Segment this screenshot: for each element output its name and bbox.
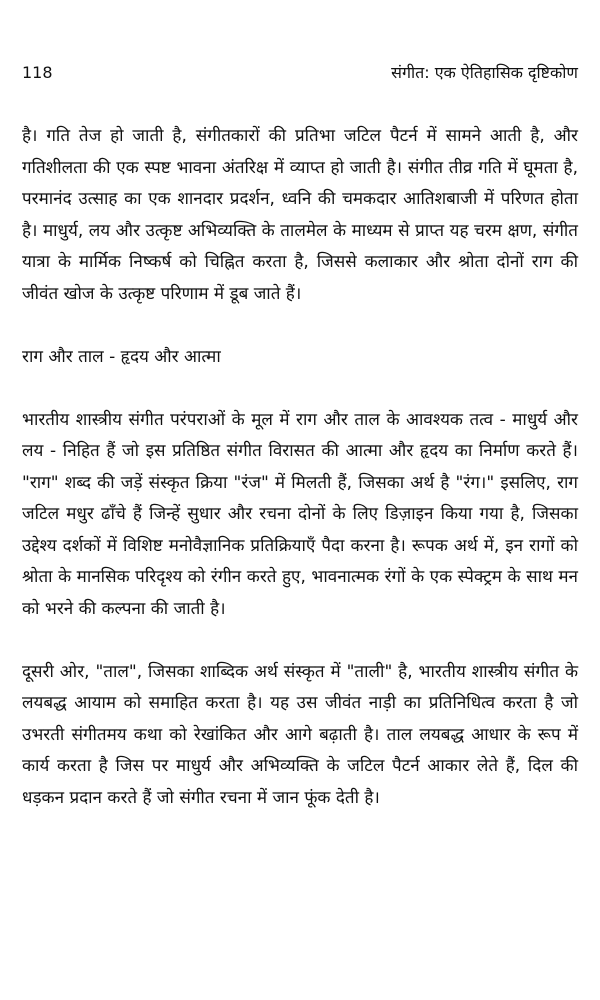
- paragraph-raga: भारतीय शास्त्रीय संगीत परंपराओं के मूल में राग और ताल के आवश्यक तत्व - माधुर्य और लय - निहित हैं जो इस प्रतिष्ठित संगीत विरासत की आत्मा और हृदय का निर्माण करते हैं। "राग" शब्द की जड़ें संस्कृत क्रिया "रंज" में मिलती हैं, जिसका अर्थ है "रंग।" इसलिए, राग जटिल मधुर ढाँचे हैं जिन्हें सुधार और रचना दोनों के लिए डिज़ाइन किया गया है, जिसका उद्देश्य दर्शकों में विशिष्ट मनोवैज्ञानिक प्रतिक्रियाएँ पैदा करना है। रूपक अर्थ में, इन रागों को श्रोता के मानसिक परिदृश्य को रंगीन करते हुए, भावनात्मक रंगों के एक स्पेक्ट्रम के साथ मन को भरने की कल्पना की जाती है।: [22, 409, 578, 619]
- page-body: [22, 121, 578, 814]
- section-heading: राग और ताल - हृदय और आत्मा: [22, 346, 221, 367]
- page-header: [22, 60, 578, 86]
- running-head: संगीत: एक ऐतिहासिक दृष्टिकोण: [391, 63, 578, 82]
- paragraph-continued: है। गति तेज हो जाती है, संगीतकारों की प्रतिभा जटिल पैटर्न में सामने आती है, और गतिशीलता की एक स्पष्ट भावना अंतरिक्ष में व्याप्त हो जाती है। संगीत तीव्र गति में घूमता है, परमानंद उत्साह का एक शानदार प्रदर्शन, ध्वनि की चमकदार आतिशबाजी में परिणत होता है। माधुर्य, लय और उत्कृष्ट अभिव्यक्ति के तालमेल के माध्यम से प्राप्त यह चरम क्षण, संगीत यात्रा के मार्मिक निष्कर्ष को चिह्नित करता है, जिससे कलाकार और श्रोता दोनों राग की जीवंत खोज के उत्कृष्ट परिणाम में डूब जाते हैं।: [22, 126, 578, 304]
- paragraph-tala: दूसरी ओर, "ताल", जिसका शाब्दिक अर्थ संस्कृत में "ताली" है, भारतीय शास्त्रीय संगीत के लयबद्ध आयाम को समाहित करता है। यह उस जीवंत नाड़ी का प्रतिनिधित्व करता है जो उभरती संगीतमय कथा को रेखांकित और आगे बढ़ाती है। ताल लयबद्ध आधार के रूप में कार्य करता है जिस पर माधुर्य और अभिव्यक्ति के जटिल पैटर्न आकार लेते हैं, दिल की धड़कन प्रदान करते हैं जो संगीत रचना में जान फूंक देती है।: [22, 661, 578, 808]
- page-number: 118: [22, 63, 53, 82]
